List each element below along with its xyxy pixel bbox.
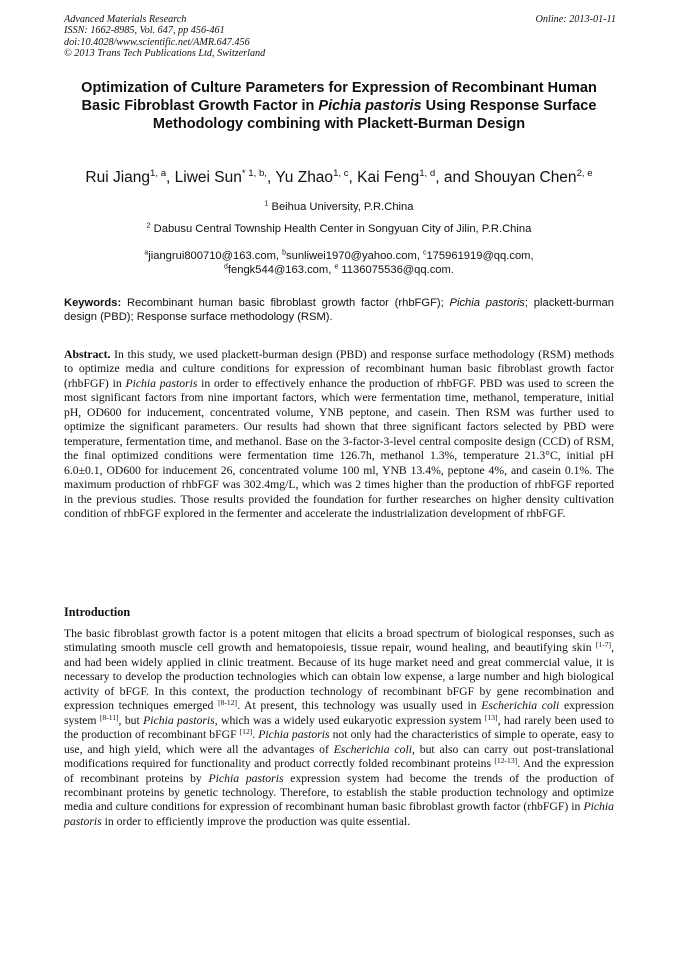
citation: [13] bbox=[484, 712, 498, 722]
online-date: Online: 2013-01-11 bbox=[535, 14, 616, 25]
intro-organism: Pichia pastoris bbox=[64, 800, 614, 828]
affiliation-mark: 2 bbox=[146, 222, 151, 230]
author-affil-mark: 1, c bbox=[333, 167, 349, 179]
email-link[interactable]: 1136075536@qq.com. bbox=[338, 264, 454, 276]
citation: [8-11] bbox=[99, 712, 119, 722]
author-affil-mark: 2, e bbox=[576, 167, 593, 179]
author: Kai Feng bbox=[357, 169, 420, 186]
keywords-text: Recombinant human basic fibroblast growth factor (rhbFGF); bbox=[121, 297, 450, 309]
keywords-text: ; plackett-burman design (PBD); Response surface methodology (RSM). bbox=[64, 297, 614, 323]
intro-text: . And the expression of recombinant proteins by bbox=[64, 757, 614, 785]
author-affil-mark: 1, a bbox=[150, 167, 167, 179]
email-mark: e bbox=[334, 263, 339, 271]
citation: [8-12] bbox=[218, 698, 238, 708]
intro-organism: Pichia pastoris bbox=[258, 728, 330, 742]
running-head bbox=[64, 14, 616, 60]
intro-organism: Escherichia coli bbox=[481, 699, 560, 713]
doi-line: doi:10.4028/www.scientific.net/AMR.647.456 bbox=[64, 36, 250, 48]
author: Liwei Sun bbox=[174, 169, 242, 186]
keywords-organism: Pichia pastoris bbox=[449, 297, 525, 309]
title-organism: Pichia pastoris bbox=[318, 97, 422, 114]
abstract-organism: Pichia pastoris bbox=[125, 376, 198, 390]
intro-text: . At present, this technology was usually used in bbox=[237, 699, 482, 713]
email-link[interactable]: jiangrui800710@163.com, bbox=[148, 250, 283, 262]
intro-text: , which was a widely used eukaryotic expression system bbox=[214, 713, 485, 727]
affiliation-mark: 1 bbox=[264, 200, 269, 208]
abstract-label: Abstract. bbox=[64, 348, 111, 361]
author-separator: , bbox=[166, 169, 175, 186]
journal-name: Advanced Materials Research bbox=[64, 14, 187, 25]
email-line-2 bbox=[40, 263, 638, 277]
email-link[interactable]: fengk544@163.com, bbox=[227, 264, 335, 276]
author-emails bbox=[40, 249, 638, 277]
citation: [12] bbox=[239, 727, 253, 737]
affiliation-1 bbox=[40, 200, 638, 214]
author-list bbox=[40, 169, 638, 187]
email-mark: d bbox=[224, 263, 228, 271]
title-part-1: Optimization of Culture Parameters for Expression of Recombinant Human Basic Fibroblast Growth Factor in bbox=[81, 80, 597, 114]
author: Shouyan Chen bbox=[474, 169, 577, 186]
author-affil-mark: * 1, b, bbox=[241, 167, 267, 179]
intro-text: The basic fibroblast growth factor is a potent mitogen that elicits a broad spectrum of biological responses, such as stimulating smooth muscle cell growth and hematopoiesis, tissue repair, wound healing, and beautifying skin bbox=[64, 627, 614, 655]
intro-text: expression system had become the trends of the production of recombinant proteins by genetic technology. Therefore, to establish the stable production technology and optimize media and culture conditions for expression of recombinant human basic fibroblast growth factor (rhbFGF) in bbox=[64, 771, 614, 814]
author-separator: , bbox=[348, 169, 358, 186]
citation: [1-7] bbox=[595, 640, 612, 650]
intro-text: . bbox=[252, 728, 259, 742]
abstract-section bbox=[64, 348, 614, 521]
email-link[interactable]: sunliwei1970@yahoo.com, bbox=[286, 250, 423, 262]
citation: [12-13] bbox=[494, 756, 518, 766]
email-mark: b bbox=[282, 249, 286, 257]
keywords-label: Keywords: bbox=[64, 297, 122, 309]
abstract-text: In this study, we used plackett-burman design (PBD) and response surface methodology (RSM) methods to optimize media and culture conditions for expression of recombinant human basic fibroblast growth factor (rhbFGF) in bbox=[64, 348, 614, 390]
author-affil-mark: 1, d bbox=[419, 167, 436, 179]
email-line-1 bbox=[40, 249, 638, 263]
affiliation-text: Dabusu Central Township Health Center in Songyuan City of Jilin, P.R.China bbox=[153, 223, 532, 235]
intro-text: not only had the characteristics of simple to operate, easy to use, and high yield, which were all the advantages of bbox=[64, 728, 615, 756]
intro-text: expression system bbox=[64, 699, 614, 727]
email-mark: a bbox=[144, 249, 149, 257]
intro-organism: Escherichia coli bbox=[333, 742, 412, 756]
issn-line: ISSN: 1662-8985, Vol. 647, pp 456-461 bbox=[64, 25, 225, 37]
abstract-text: in order to effectively enhance the production of rhbFGF. PBD was used to screen the most significant factors from nine important factors, which were fermentation time, methanol, temperature, initial pH, OD600 for inducement, concentrated volume, YNB peptone, and casein. Then RSM was further used to optimize the significant parameters. Our results had shown that three significant factors selected by PBD were temperature, fermentation time, and methanol. Base on the 3-factor-3-level central composite design (CCD) of RSM, the final optimized conditions were fermentation time 126.7h, methanol 1.3%, temperature 21.3°C, initial pH 6.0±0.1, OD600 for inducement 26, concentrated volume 100 ml, YNB 13.4%, peptone 4%, and casein 0.1%. The maximum production of rhbFGF was 302.4mg/L, which was 2 times higher than the production of rhbFGF reported in the previous studies. Those results provided the foundation for further researches on higher density cultivation condition of rhbFGF explored in the fermenter and accelerate the industrialization development of rhbFGF. bbox=[64, 376, 614, 520]
intro-text: , and had been widely applied in clinic treatment. Because of its huge market need and great commercial value, it is necessary to develop the production technologies which can obtain low expense, a large number and high biological activity of bFGF. In this context, the production technology of recombinant bFGF by gene recombination and expression techniques emerged bbox=[64, 641, 614, 713]
intro-text: , had rarely been used to the production of recombinant bFGF bbox=[64, 713, 615, 742]
intro-text: , but also can carry out post-translational modifications required for functionality and product correctly folded recombinant proteins bbox=[64, 742, 615, 771]
affiliation-text: Beihua University, P.R.China bbox=[271, 201, 414, 213]
author-separator: , and bbox=[435, 169, 474, 186]
introduction-body bbox=[64, 627, 614, 829]
affiliation-2 bbox=[40, 222, 638, 236]
email-mark: c bbox=[422, 249, 427, 257]
author: Yu Zhao bbox=[275, 169, 334, 186]
author-separator: , bbox=[266, 169, 276, 186]
intro-organism: Pichia pastoris bbox=[208, 771, 284, 785]
introduction-heading: Introduction bbox=[64, 605, 131, 619]
copyright-line: © 2013 Trans Tech Publications Ltd, Switzerland bbox=[64, 48, 266, 60]
title-part-2: Using Response Surface Methodology combining with Plackett-Burman Design bbox=[152, 97, 597, 132]
intro-organism: Pichia pastoris bbox=[143, 713, 215, 727]
keywords-section bbox=[64, 296, 614, 324]
email-link[interactable]: 175961919@qq.com, bbox=[426, 250, 534, 262]
intro-text: in order to efficiently improve the production was quite essential. bbox=[101, 814, 411, 828]
paper-title bbox=[72, 80, 606, 133]
intro-text: , but bbox=[118, 713, 144, 727]
author: Rui Jiang bbox=[85, 169, 151, 186]
